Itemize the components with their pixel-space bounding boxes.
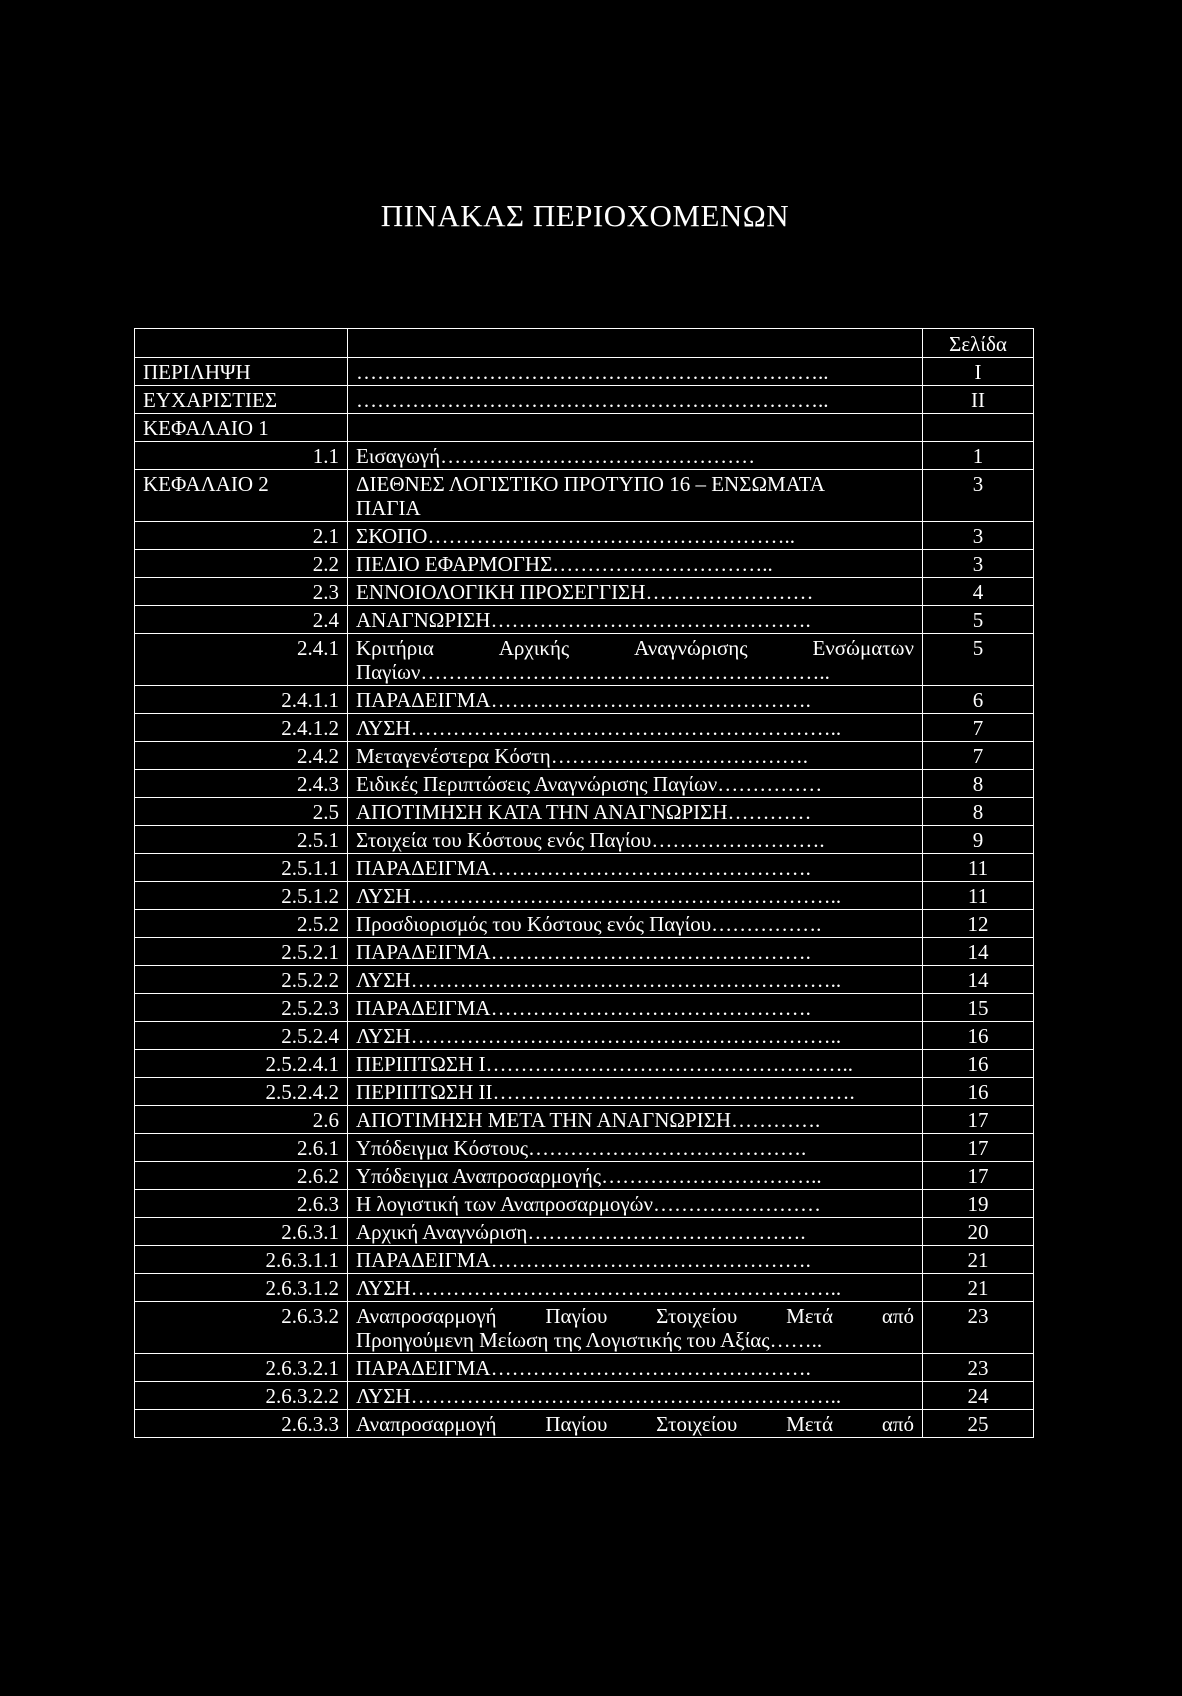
toc-entry-title <box>348 854 923 882</box>
toc-row <box>135 1134 1034 1162</box>
toc-table <box>134 328 1034 1438</box>
toc-page-number: 23 <box>923 1302 1034 1354</box>
toc-entry-text: ΛΥΣΗ…………………………………………………….. <box>356 1384 842 1408</box>
toc-entry-title <box>348 414 923 442</box>
toc-entry-word: Μετά <box>786 1304 834 1328</box>
toc-entry-title <box>348 386 923 414</box>
toc-section-number: 2.5.2.3 <box>135 994 348 1022</box>
toc-page-number: 8 <box>923 770 1034 798</box>
toc-row <box>135 606 1034 634</box>
toc-entry-text: ΠΑΡΑΔΕΙΓΜΑ………………………………………. <box>356 1356 811 1380</box>
toc-row <box>135 442 1034 470</box>
toc-entry-text: ΛΥΣΗ…………………………………………………….. <box>356 1276 842 1300</box>
toc-entry-title <box>348 1302 923 1354</box>
toc-section-number: 1.1 <box>135 442 348 470</box>
toc-entry-title <box>348 770 923 798</box>
toc-entry-word: από <box>881 1412 914 1436</box>
toc-entry-word: Παγίου <box>545 1412 608 1436</box>
toc-page-number: 23 <box>923 1354 1034 1382</box>
toc-entry-text: Υπόδειγμα Κόστους…………………………………. <box>356 1136 807 1160</box>
toc-entry-text: Εισαγωγή……………………………………… <box>356 444 756 468</box>
toc-page-number: 12 <box>923 910 1034 938</box>
toc-header-blank-sec <box>135 329 348 358</box>
toc-entry-title <box>348 826 923 854</box>
toc-row <box>135 1354 1034 1382</box>
toc-entry-title <box>348 1246 923 1274</box>
toc-entry-text: ΛΥΣΗ…………………………………………………….. <box>356 716 842 740</box>
toc-section-number: 2.6.3.3 <box>135 1410 348 1438</box>
page-column-header: Σελίδα <box>923 329 1034 358</box>
toc-entry-title <box>348 994 923 1022</box>
toc-row <box>135 386 1034 414</box>
toc-row <box>135 770 1034 798</box>
toc-entry-title <box>348 442 923 470</box>
toc-entry-text: Προσδιορισμός του Κόστους ενός Παγίου……………. <box>356 912 822 936</box>
toc-section-number: 2.6.2 <box>135 1162 348 1190</box>
toc-page-number: 17 <box>923 1106 1034 1134</box>
toc-entry-text: ΣΚΟΠΟ…………………………………………….. <box>356 524 795 548</box>
toc-row <box>135 1106 1034 1134</box>
toc-section-number: 2.2 <box>135 550 348 578</box>
toc-row <box>135 1162 1034 1190</box>
toc-section-number: 2.5.2.1 <box>135 938 348 966</box>
toc-entry-text: Αρχική Αναγνώριση…………………………………. <box>356 1220 806 1244</box>
toc-entry-title <box>348 578 923 606</box>
toc-entry-title <box>348 470 923 522</box>
toc-entry-text: ΔΙΕΘΝΕΣ ΛΟΓΙΣΤΙΚΟ ΠΡΟΤΥΠΟ 16 – ΕΝΣΩΜΑΤΑ <box>356 472 825 496</box>
toc-entry-text: ΕΝΝΟΙΟΛΟΓΙΚΗ ΠΡΟΣΕΓΓΙΣΗ…………………… <box>356 580 814 604</box>
toc-entry-text: ΠΑΡΑΔΕΙΓΜΑ………………………………………. <box>356 688 811 712</box>
toc-row <box>135 1274 1034 1302</box>
toc-section-number: 2.5.2.4.1 <box>135 1050 348 1078</box>
toc-section-number: 2.5.2.4 <box>135 1022 348 1050</box>
toc-row <box>135 1218 1034 1246</box>
toc-row <box>135 358 1034 386</box>
toc-entry-text: ΠΕΡΙΠΤΩΣΗ Ι…………………………………………….. <box>356 1052 854 1076</box>
toc-section-number: 2.4.3 <box>135 770 348 798</box>
toc-section-number: 2.6.3.2 <box>135 1302 348 1354</box>
toc-row <box>135 966 1034 994</box>
toc-entry-title <box>348 522 923 550</box>
toc-page-number: 21 <box>923 1246 1034 1274</box>
toc-section-number: ΚΕΦΑΛΑΙΟ 2 <box>135 470 348 522</box>
toc-page-number: 5 <box>923 634 1034 686</box>
toc-row <box>135 994 1034 1022</box>
toc-row <box>135 1410 1034 1438</box>
toc-page-number: 8 <box>923 798 1034 826</box>
toc-entry-justified-line <box>356 636 914 660</box>
toc-entry-word: Αναγνώρισης <box>634 636 748 660</box>
toc-row <box>135 470 1034 522</box>
toc-entry-title <box>348 358 923 386</box>
toc-entry-text: ΠΕΡΙΠΤΩΣΗ ΙΙ……………………………………………. <box>356 1080 855 1104</box>
toc-entry-word: Στοιχείου <box>656 1304 738 1328</box>
toc-section-number: 2.4.1 <box>135 634 348 686</box>
toc-entry-title <box>348 1274 923 1302</box>
toc-page-number: 7 <box>923 742 1034 770</box>
toc-page-number: 16 <box>923 1050 1034 1078</box>
toc-body <box>135 329 1034 1438</box>
toc-row <box>135 826 1034 854</box>
toc-page-number: 16 <box>923 1078 1034 1106</box>
toc-row <box>135 414 1034 442</box>
toc-entry-word: Μετά <box>786 1412 834 1436</box>
toc-entry-title <box>348 606 923 634</box>
toc-entry-title <box>348 1106 923 1134</box>
toc-entry-text: ΠΑΡΑΔΕΙΓΜΑ………………………………………. <box>356 1248 811 1272</box>
toc-entry-title <box>348 910 923 938</box>
toc-entry-text: Η λογιστική των Αναπροσαρμογών…………………… <box>356 1192 821 1216</box>
toc-entry-title <box>348 550 923 578</box>
toc-section-number: 2.5.1.1 <box>135 854 348 882</box>
toc-page-number: 14 <box>923 966 1034 994</box>
toc-entry-title <box>348 1410 923 1438</box>
toc-page-number: 3 <box>923 550 1034 578</box>
toc-entry-text-continued: Προηγούμενη Μείωση της Λογιστικής του Αξίας…….. <box>356 1328 823 1352</box>
toc-row <box>135 910 1034 938</box>
toc-page-number: 19 <box>923 1190 1034 1218</box>
toc-page-number: 20 <box>923 1218 1034 1246</box>
toc-entry-word: Ενσώματων <box>812 636 914 660</box>
toc-row <box>135 854 1034 882</box>
toc-entry-word: Κριτήρια <box>356 636 434 660</box>
toc-section-number: 2.3 <box>135 578 348 606</box>
toc-header-row <box>135 329 1034 358</box>
toc-page-number: 1 <box>923 442 1034 470</box>
toc-page-number: 3 <box>923 470 1034 522</box>
toc-entry-title <box>348 686 923 714</box>
toc-entry-title <box>348 966 923 994</box>
toc-row <box>135 1302 1034 1354</box>
toc-entry-word: από <box>881 1304 914 1328</box>
toc-section-number: 2.6.3.1.1 <box>135 1246 348 1274</box>
page-title: ΠΙΝΑΚΑΣ ΠΕΡΙΟΧΟΜΕΝΩΝ <box>380 198 790 233</box>
toc-row <box>135 522 1034 550</box>
toc-entry-title <box>348 1134 923 1162</box>
toc-page-number: 15 <box>923 994 1034 1022</box>
toc-section-number: ΠΕΡΙΛΗΨΗ <box>135 358 348 386</box>
toc-section-number: ΕΥΧΑΡΙΣΤΙΕΣ <box>135 386 348 414</box>
toc-page-number <box>923 414 1034 442</box>
toc-section-number: 2.6.3.2.2 <box>135 1382 348 1410</box>
toc-entry-title <box>348 1190 923 1218</box>
toc-section-number: 2.5.1.2 <box>135 882 348 910</box>
toc-entry-word: Αρχικής <box>498 636 570 660</box>
toc-section-number: 2.5 <box>135 798 348 826</box>
toc-entry-text: ΠΑΡΑΔΕΙΓΜΑ………………………………………. <box>356 856 811 880</box>
toc-entry-text: Υπόδειγμα Αναπροσαρμογής………………………….. <box>356 1164 822 1188</box>
toc-section-number: 2.5.2.4.2 <box>135 1078 348 1106</box>
toc-page-number: 9 <box>923 826 1034 854</box>
toc-row <box>135 742 1034 770</box>
toc-section-number: 2.5.1 <box>135 826 348 854</box>
toc-page-number: 11 <box>923 854 1034 882</box>
toc-entry-title <box>348 1050 923 1078</box>
toc-page-number: 5 <box>923 606 1034 634</box>
toc-page-number: 17 <box>923 1162 1034 1190</box>
toc-row <box>135 634 1034 686</box>
toc-row <box>135 1050 1034 1078</box>
toc-entry-justified-line <box>356 1304 914 1328</box>
toc-entry-title <box>348 882 923 910</box>
toc-page-number: 16 <box>923 1022 1034 1050</box>
toc-row <box>135 882 1034 910</box>
toc-entry-title <box>348 742 923 770</box>
toc-entry-text: ΠΕΔΙΟ ΕΦΑΡΜΟΓΗΣ………………………….. <box>356 552 773 576</box>
toc-page-number: 3 <box>923 522 1034 550</box>
toc-page-number: 6 <box>923 686 1034 714</box>
toc-page-number: 24 <box>923 1382 1034 1410</box>
toc-entry-text: Ειδικές Περιπτώσεις Αναγνώρισης Παγίων…………… <box>356 772 823 796</box>
toc-entry-title <box>348 1078 923 1106</box>
toc-section-number: 2.6 <box>135 1106 348 1134</box>
toc-page-number: 7 <box>923 714 1034 742</box>
toc-row <box>135 1078 1034 1106</box>
toc-entry-text: ΑΝΑΓΝΩΡΙΣΗ………………………………………. <box>356 608 811 632</box>
toc-page-number: 25 <box>923 1410 1034 1438</box>
toc-row <box>135 550 1034 578</box>
toc-page-number: 14 <box>923 938 1034 966</box>
toc-section-number: 2.6.3.2.1 <box>135 1354 348 1382</box>
toc-section-number: 2.6.3.1 <box>135 1218 348 1246</box>
toc-entry-title <box>348 1162 923 1190</box>
toc-row <box>135 686 1034 714</box>
toc-section-number: 2.4.1.2 <box>135 714 348 742</box>
toc-section-number: 2.4 <box>135 606 348 634</box>
toc-row <box>135 1382 1034 1410</box>
toc-entry-text: ΛΥΣΗ…………………………………………………….. <box>356 968 842 992</box>
toc-entry-title <box>348 938 923 966</box>
toc-entry-word: Στοιχείου <box>656 1412 738 1436</box>
toc-entry-title <box>348 798 923 826</box>
toc-entry-word: Παγίου <box>545 1304 608 1328</box>
toc-entry-text: Μεταγενέστερα Κόστη………………………………. <box>356 744 808 768</box>
toc-page-number: 21 <box>923 1274 1034 1302</box>
toc-entry-text: ΠΑΡΑΔΕΙΓΜΑ………………………………………. <box>356 996 811 1020</box>
toc-row <box>135 714 1034 742</box>
toc-entry-title <box>348 1022 923 1050</box>
toc-entry-text: ΛΥΣΗ…………………………………………………….. <box>356 1024 842 1048</box>
toc-entry-title <box>348 1382 923 1410</box>
toc-entry-title <box>348 1218 923 1246</box>
toc-entry-justified-line <box>356 1412 914 1436</box>
toc-page-number: 4 <box>923 578 1034 606</box>
toc-page-number: I <box>923 358 1034 386</box>
toc-entry-word: Αναπροσαρμογή <box>356 1304 497 1328</box>
toc-section-number: 2.5.2 <box>135 910 348 938</box>
toc-entry-text: ΑΠΟΤΙΜΗΣΗ ΚΑΤΑ ΤΗΝ ΑΝΑΓΝΩΡΙΣΗ………… <box>356 800 812 824</box>
toc-entry-text: ………………………………………………………….. <box>356 360 829 384</box>
toc-entry-text: ΑΠΟΤΙΜΗΣΗ ΜΕΤΑ ΤΗΝ ΑΝΑΓΝΩΡΙΣΗ…………. <box>356 1108 821 1132</box>
toc-header-blank-text <box>348 329 923 358</box>
toc-section-number: 2.4.1.1 <box>135 686 348 714</box>
toc-section-number: ΚΕΦΑΛΑΙΟ 1 <box>135 414 348 442</box>
toc-entry-title <box>348 1354 923 1382</box>
toc-entry-text: ………………………………………………………….. <box>356 388 829 412</box>
toc-entry-word: Αναπροσαρμογή <box>356 1412 497 1436</box>
toc-section-number: 2.6.1 <box>135 1134 348 1162</box>
toc-entry-text-continued: ΠΑΓΙΑ <box>356 496 421 520</box>
toc-page-number: 11 <box>923 882 1034 910</box>
toc-section-number: 2.6.3 <box>135 1190 348 1218</box>
toc-section-number: 2.6.3.1.2 <box>135 1274 348 1302</box>
toc-section-number: 2.1 <box>135 522 348 550</box>
toc-page-number: 17 <box>923 1134 1034 1162</box>
toc-row <box>135 938 1034 966</box>
toc-row <box>135 1246 1034 1274</box>
toc-entry-text: Στοιχεία του Κόστους ενός Παγίου……………………. <box>356 828 825 852</box>
toc-section-number: 2.5.2.2 <box>135 966 348 994</box>
toc-entry-text: ΛΥΣΗ…………………………………………………….. <box>356 884 842 908</box>
toc-section-number: 2.4.2 <box>135 742 348 770</box>
toc-entry-text-continued: Παγίων………………………………………………….. <box>356 660 830 684</box>
toc-row <box>135 578 1034 606</box>
toc-entry-text: ΠΑΡΑΔΕΙΓΜΑ………………………………………. <box>356 940 811 964</box>
toc-row <box>135 1190 1034 1218</box>
toc-page-number: II <box>923 386 1034 414</box>
toc-entry-title <box>348 634 923 686</box>
toc-row <box>135 798 1034 826</box>
toc-row <box>135 1022 1034 1050</box>
toc-entry-title <box>348 714 923 742</box>
